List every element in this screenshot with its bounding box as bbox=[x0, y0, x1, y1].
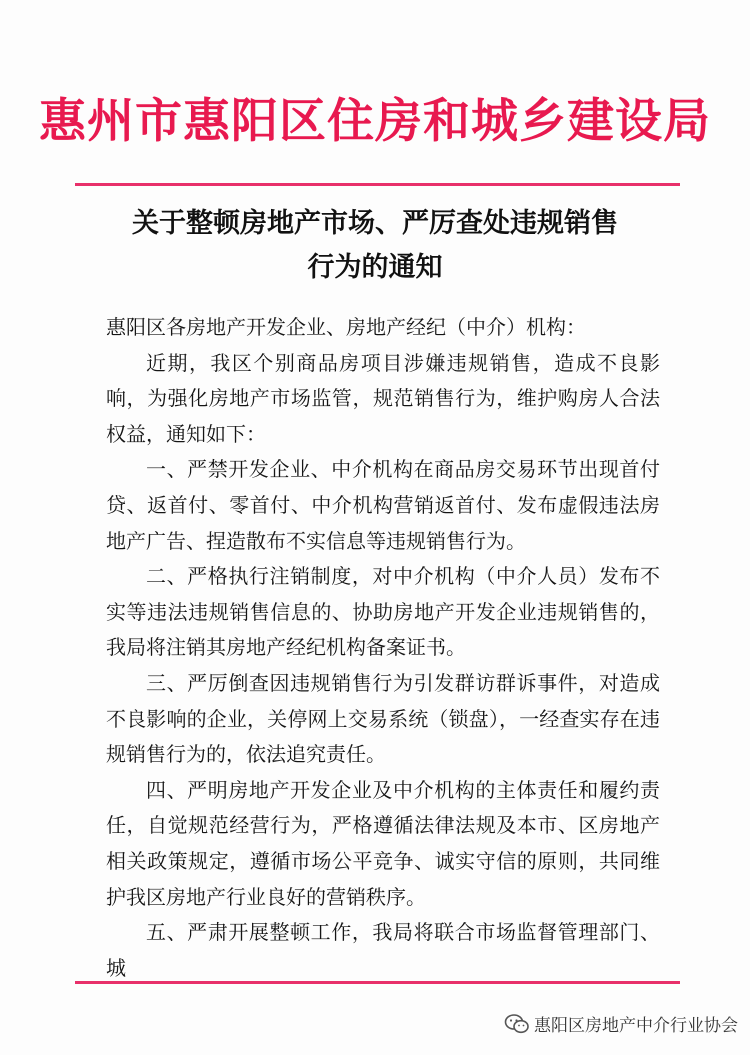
item-3-paragraph: 三、严厉倒查因违规销售行为引发群访群诉事件，对造成不良影响的企业，关停网上交易系统（锁盘），一经查实存在违规销售行为的，依法追究责任。 bbox=[106, 670, 660, 767]
item-2-paragraph: 二、严格执行注销制度，对中介机构（中介人员）发布不实等违法违规销售信息的、协助房地产开发企业违规销售的，我局将注销其房地产经纪机构备案证书。 bbox=[106, 564, 660, 660]
document-title-line-1: 关于整顿房地产市场、严厉查处违规销售 bbox=[132, 208, 618, 239]
document-title-line-2: 行为的通知 bbox=[307, 252, 443, 283]
document-body bbox=[106, 310, 660, 986]
wechat-icon bbox=[504, 1013, 530, 1035]
footer-red-rule bbox=[75, 981, 680, 984]
item-4-paragraph: 四、严明房地产开发企业及中介机构的主体责任和履约责任，自觉规范经营行为，严格遵循法律法规及本市、区房地产相关政策规定，遵循市场公平竞争、诚实守信的原则，共同维护我区房地产行业良好的营销秩序。 bbox=[106, 777, 660, 909]
watermark-text: 惠阳区房地产中介行业协会 bbox=[534, 1016, 738, 1036]
item-1-paragraph: 一、严禁开发企业、中介机构在商品房交易环节出现首付贷、返首付、零首付、中介机构营销返首付、发布虚假违法房地产广告、捏造散布不实信息等违规销售行为。 bbox=[106, 457, 660, 553]
header-red-rule bbox=[75, 183, 680, 186]
intro-paragraph: 近期，我区个别商品房项目涉嫌违规销售，造成不良影响，为强化房地产市场监管，规范销售行为，维护购房人合法权益，通知如下： bbox=[106, 350, 660, 446]
watermark bbox=[504, 1011, 738, 1036]
item-5-paragraph: 五、严肃开展整顿工作，我局将联合市场监督管理部门、城 bbox=[106, 920, 660, 980]
document-title bbox=[70, 202, 680, 290]
agency-header: 惠州市惠阳区住房和城乡建设局 bbox=[39, 94, 711, 149]
addressee-paragraph: 惠阳区各房地产开发企业、房地产经纪（中介）机构： bbox=[106, 315, 586, 339]
